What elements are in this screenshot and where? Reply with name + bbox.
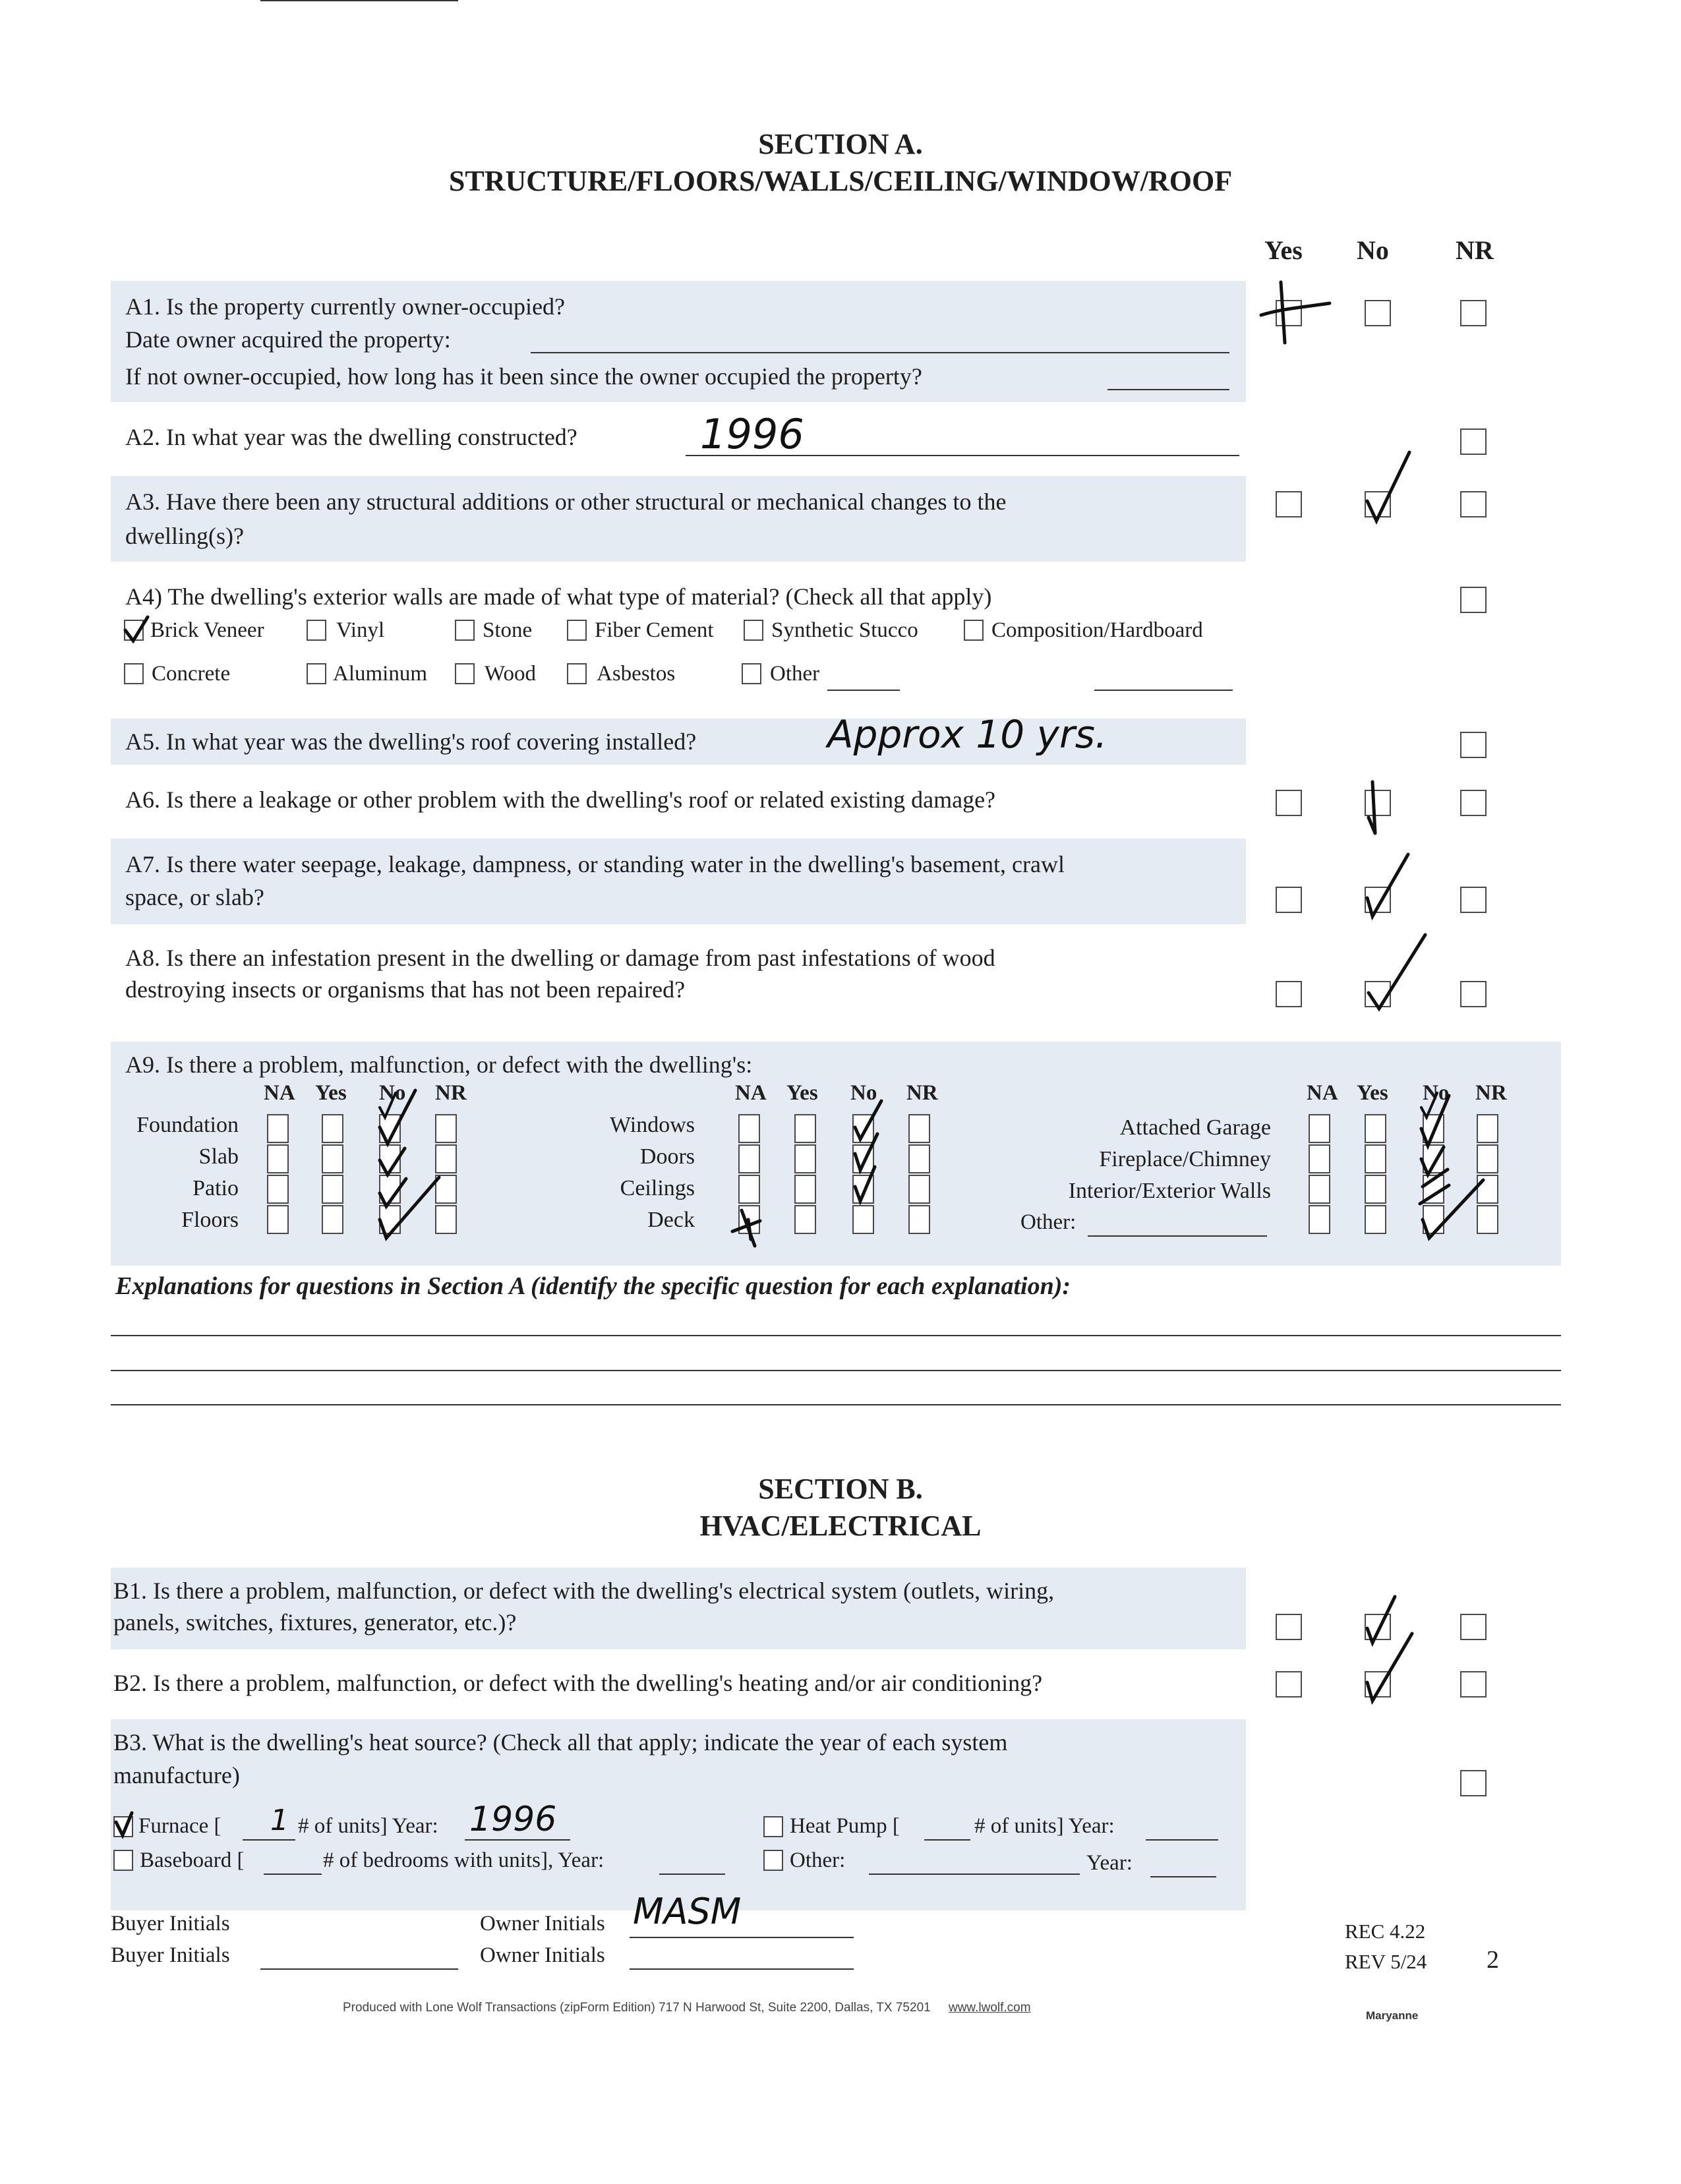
a4-asbestos-checkbox[interactable] [567,663,587,684]
b3-heat-pump-units-line[interactable] [924,1839,970,1841]
a9-foundation-na-box[interactable] [267,1114,289,1143]
b3-furnace-label: Furnace [ [138,1814,221,1838]
a4-synthetic-stucco-label: Synthetic Stucco [771,618,918,642]
a9-fireplace-yes-box[interactable] [1365,1144,1386,1173]
a4-aluminum-label: Aluminum [333,662,428,686]
buyer-initials-line-1[interactable] [260,0,458,1]
a9-other-yes-box[interactable] [1365,1205,1386,1234]
a9-walls-label: Interior/Exterior Walls [1068,1179,1271,1203]
b3-baseboard-units-line[interactable] [264,1874,322,1875]
a9-g3-header-na: NA [1307,1081,1338,1105]
section-b-subtitle: HVAC/ELECTRICAL [699,1510,982,1542]
b3-other-label: Other: [790,1848,846,1872]
a4-wood-label: Wood [485,662,537,686]
a4-stone-label: Stone [483,618,533,642]
a9-question: A9. Is there a problem, malfunction, or defect with the dwelling's: [125,1051,753,1078]
a4-brick-veneer-label: Brick Veneer [150,618,264,642]
b3-furnace-units-value: 1 [270,1804,289,1837]
a1-yes-mark [1256,277,1335,349]
a9-floors-yes-box[interactable] [322,1205,343,1234]
explanations-label: Explanations for questions in Section A (identify the specific question for each explanation): [115,1272,1071,1300]
a7-question-line1: A7. Is there water seepage, leakage, dampness, or standing water in the dwelling's basement, crawl [125,851,1065,877]
a3-question-line1: A3. Have there been any structural additions or other structural or mechanical changes to the [125,488,1007,515]
a4-other-line-2[interactable] [1094,690,1233,691]
a4-concrete-checkbox[interactable] [124,663,144,684]
a4-brick-veneer-checkmark [121,614,152,645]
produced-by-link[interactable]: www.lwolf.com [948,2001,1031,2015]
a3-no-checkmark [1358,448,1417,527]
owner-initials-label-1: Owner Initials [480,1912,605,1935]
a4-composition-label: Composition/Hardboard [991,618,1203,642]
b3-other-line[interactable] [869,1874,1080,1875]
a9-g3-header-yes: Yes [1357,1081,1388,1105]
a9-windows-nr-box[interactable] [908,1114,930,1143]
a4-question: A4) The dwelling's exterior walls are made of what type of material? (Check all that apply) [125,583,992,610]
b3-baseboard-year-line[interactable] [659,1874,725,1875]
a4-stone-checkbox[interactable] [455,620,475,641]
a9-patio-yes-box[interactable] [322,1175,343,1204]
a8-no-checkmark [1359,930,1432,1015]
a9-g1-header-no: No [379,1081,406,1105]
section-a-title: SECTION A. [758,128,923,160]
b3-other-year-label: Year: [1086,1851,1133,1875]
b2-question: B2. Is there a problem, malfunction, or defect with the dwelling's heating and/or air conditioning? [113,1670,1043,1696]
a4-aluminum-checkbox[interactable] [307,663,326,684]
a6-question: A6. Is there a leakage or other problem with the dwelling's roof or related existing damage? [125,786,996,813]
a4-wood-checkbox[interactable] [455,663,475,684]
b2-nr-checkbox[interactable] [1460,1671,1487,1697]
b1-nr-checkbox[interactable] [1460,1614,1487,1640]
owner-initials-value: MASM [633,1891,742,1932]
rev-code-1: REC 4.22 [1345,1920,1426,1943]
a4-fiber-cement-label: Fiber Cement [595,618,714,642]
owner-initials-line-2[interactable] [630,1968,854,1970]
b3-furnace-units-line[interactable] [243,1839,295,1841]
a9-attached-garage-label: Attached Garage [1119,1115,1271,1140]
a9-foundation-label: Foundation [136,1113,239,1137]
a9-floors-na-box[interactable] [267,1205,289,1234]
a7-no-checkmark [1358,850,1417,923]
b3-heat-pump-units-label: # of units] Year: [974,1814,1115,1838]
a7-question-line2: space, or slab? [125,884,264,910]
b2-no-checkmark [1358,1628,1424,1707]
col-header-no: No [1357,235,1389,265]
b3-furnace-units-label: # of units] Year: [298,1814,438,1838]
a9-deck-label: Deck [647,1208,695,1232]
owner-initials-label-2: Owner Initials [480,1943,605,1967]
a9-other-label: Other: [1020,1210,1076,1234]
a9-deck-nr-box[interactable] [908,1205,930,1234]
b3-nr-checkbox[interactable] [1460,1770,1487,1796]
a5-nr-checkbox[interactable] [1460,732,1487,758]
form-name: Maryanne [1366,2009,1419,2022]
a9-patio-label: Patio [192,1176,239,1200]
a1-date-line[interactable] [531,352,1229,353]
a3-question-line2: dwelling(s)? [125,523,244,549]
b3-furnace-year-value: 1996 [469,1800,557,1839]
a9-other-line[interactable] [1088,1235,1267,1237]
a9-g2-header-nr: NR [906,1081,938,1105]
a6-yes-checkbox[interactable] [1276,790,1302,816]
b3-heat-pump-checkbox[interactable] [763,1816,783,1837]
a9-other-na-box[interactable] [1309,1205,1330,1234]
a8-nr-checkbox[interactable] [1460,981,1487,1007]
a9-walls-na-box[interactable] [1309,1175,1330,1204]
b1-question-line1: B1. Is there a problem, malfunction, or defect with the dwelling's electrical system (outlets, wiring, [113,1578,1055,1604]
owner-initials-line-1[interactable] [630,1937,854,1938]
a9-slab-label: Slab [198,1144,239,1169]
b3-heat-pump-label: Heat Pump [ [790,1814,900,1838]
a9-garage-na-box[interactable] [1309,1114,1330,1143]
a9-slab-yes-box[interactable] [322,1144,343,1173]
b3-furnace-checkmark [112,1810,138,1839]
a9-g1-header-na: NA [264,1081,295,1105]
a4-other-checkbox[interactable] [742,663,761,684]
a9-g1-header-yes: Yes [315,1081,347,1105]
a1-nr-checkbox[interactable] [1460,300,1487,326]
buyer-initials-label-1: Buyer Initials [111,1912,230,1935]
a3-yes-checkbox[interactable] [1276,491,1302,517]
a9-foundation-yes-box[interactable] [322,1114,343,1143]
section-a-subtitle: STRUCTURE/FLOORS/WALLS/CEILING/WINDOW/ROOF [448,165,1233,197]
b1-yes-checkbox[interactable] [1276,1614,1302,1640]
a9-group1-no-checkmarks [376,1088,448,1246]
b3-question-line1: B3. What is the dwelling's heat source? (Check all that apply; indicate the year of each system [113,1729,1008,1756]
a1-duration-line[interactable] [1107,389,1229,390]
a6-no-checkmark [1359,778,1399,837]
a9-fireplace-na-box[interactable] [1309,1144,1330,1173]
a1-date-label: Date owner acquired the property: [125,326,451,353]
rev-code-2: REV 5/24 [1345,1950,1427,1973]
a2-answer: 1996 [700,410,804,458]
a9-g3-header-no: No [1423,1081,1450,1105]
a8-question-line1: A8. Is there an infestation present in the dwelling or damage from past infestations of wood [125,945,995,971]
b3-question-line2: manufacture) [113,1762,240,1788]
b3-baseboard-label: Baseboard [ [140,1848,245,1872]
b3-heat-pump-year-line[interactable] [1146,1839,1218,1841]
col-header-nr: NR [1456,235,1494,265]
a9-ceilings-nr-box[interactable] [908,1175,930,1204]
a3-nr-checkbox[interactable] [1460,491,1487,517]
a9-patio-na-box[interactable] [267,1175,289,1204]
a2-question: A2. In what year was the dwelling constructed? [125,424,577,450]
a4-nr-checkbox[interactable] [1460,587,1487,613]
a9-ceilings-label: Ceilings [620,1176,695,1200]
a7-nr-checkbox[interactable] [1460,887,1487,913]
a9-g1-header-nr: NR [435,1081,467,1105]
a7-yes-checkbox[interactable] [1276,887,1302,913]
a4-vinyl-label: Vinyl [336,618,385,642]
a4-vinyl-checkbox[interactable] [307,620,326,641]
a8-question-line2: destroying insects or organisms that has not been repaired? [125,976,686,1003]
b1-question-line2: panels, switches, fixtures, generator, etc.)? [113,1609,517,1636]
a4-synthetic-stucco-checkbox[interactable] [744,620,763,641]
b3-baseboard-units-label: # of bedrooms with units], Year: [323,1848,605,1872]
produced-by-line: Produced with Lone Wolf Transactions (zipForm Edition) 717 N Harwood St, Suite 2200, Dallas, TX 75201 [343,2001,931,2015]
a4-other-label: Other [770,662,820,686]
section-b-title: SECTION B. [758,1473,923,1505]
a4-other-line[interactable] [827,690,900,691]
b2-yes-checkbox[interactable] [1276,1671,1302,1697]
explanation-line-2[interactable] [111,1370,1561,1371]
a9-fireplace-label: Fireplace/Chimney [1099,1147,1271,1171]
a9-group2-checkmarks [728,1094,887,1253]
a9-windows-label: Windows [610,1113,695,1137]
a9-g2-header-no: No [850,1081,877,1105]
col-header-yes: Yes [1264,235,1303,265]
a1-question: A1. Is the property currently owner-occupied? [125,293,566,320]
a4-asbestos-label: Asbestos [597,662,676,686]
b3-other-year-line[interactable] [1150,1876,1216,1877]
b3-furnace-year-line[interactable] [465,1839,570,1841]
a4-fiber-cement-checkbox[interactable] [567,620,587,641]
a9-g2-header-yes: Yes [786,1081,818,1105]
a1-no-checkbox[interactable] [1365,300,1391,326]
a9-floors-label: Floors [181,1208,239,1232]
a9-walls-yes-box[interactable] [1365,1175,1386,1204]
produced-by-text [343,2001,1031,2015]
a6-nr-checkbox[interactable] [1460,790,1487,816]
a9-doors-label: Doors [639,1144,695,1169]
a9-garage-yes-box[interactable] [1365,1114,1386,1143]
explanation-line-3[interactable] [111,1404,1561,1405]
a8-yes-checkbox[interactable] [1276,981,1302,1007]
buyer-initials-label-2: Buyer Initials [111,1943,230,1967]
a2-nr-checkbox[interactable] [1460,428,1487,455]
buyer-initials-line-2[interactable] [260,1968,458,1970]
page-number: 2 [1487,1946,1499,1974]
a9-slab-na-box[interactable] [267,1144,289,1173]
b3-baseboard-checkbox[interactable] [113,1850,133,1871]
a9-g3-header-nr: NR [1475,1081,1507,1105]
a9-g2-header-na: NA [735,1081,767,1105]
b3-other-checkbox[interactable] [763,1850,783,1871]
a4-concrete-label: Concrete [152,662,231,686]
a5-question: A5. In what year was the dwelling's roof covering installed? [125,728,697,755]
explanation-line-1[interactable] [111,1335,1561,1336]
a4-composition-checkbox[interactable] [964,620,984,641]
a9-group3-no-checkmarks [1417,1088,1496,1246]
a1-not-occupied-label: If not owner-occupied, how long has it been since the owner occupied the property? [125,363,922,390]
a9-doors-nr-box[interactable] [908,1144,930,1173]
a5-answer: Approx 10 yrs. [827,712,1107,757]
